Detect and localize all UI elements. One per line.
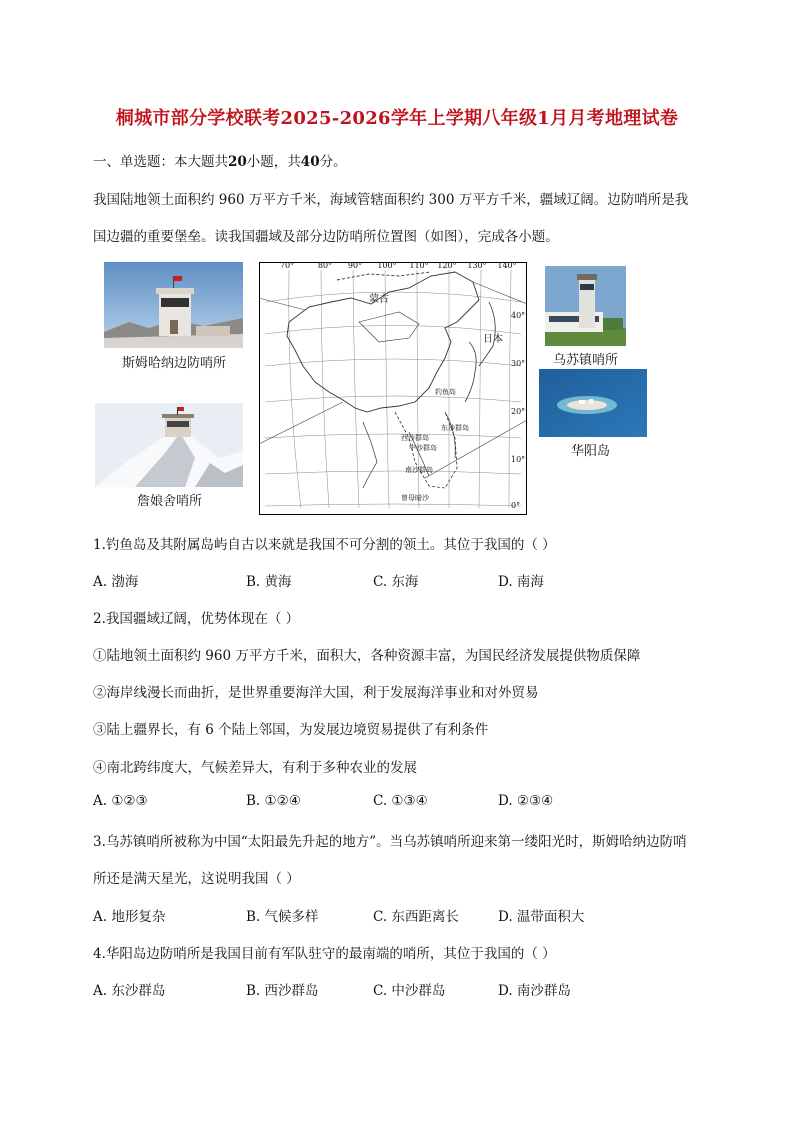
option-c[interactable]: C. 东西距离长	[373, 909, 459, 925]
question-4-options	[93, 979, 713, 999]
question-1-options	[93, 570, 713, 590]
question-4-stem: 4.华阳岛边防哨所是我国目前有军队驻守的最南端的哨所，其位于我国的（ ）	[93, 946, 556, 962]
option-c[interactable]: C. 东海	[373, 574, 419, 590]
label-xisha: 西沙群岛	[401, 434, 429, 442]
label-zhongsha: 中沙群岛	[409, 444, 437, 452]
section-heading: 一、单选题：本大题共20小题，共40分。	[93, 154, 347, 170]
label-diaoyu: 钓鱼岛	[435, 388, 456, 396]
lon-70: 70°	[279, 262, 295, 270]
option-a[interactable]: A. 地形复杂	[93, 909, 166, 925]
option-b[interactable]: B. 气候多样	[246, 909, 319, 925]
lon-120: 120°	[437, 262, 457, 270]
lat-30: 30°	[511, 359, 526, 368]
lat-10: 10°	[511, 455, 526, 464]
photo-wusu-post	[545, 266, 626, 346]
option-d[interactable]: D. ②③④	[498, 793, 554, 809]
lon-140: 140°	[497, 262, 517, 270]
caption-zhanniangshe-post: 詹娘舍哨所	[137, 494, 203, 509]
question-3-stem-line-2: 所还是满天星光，这说明我国（ ）	[93, 871, 300, 887]
option-d[interactable]: D. 南沙群岛	[498, 983, 571, 999]
page-title: 桐城市部分学校联考2025-2026学年上学期八年级1月月考地理试卷	[115, 108, 679, 129]
question-2-statement-4: ④南北跨纬度大，气候差异大，有利于多种农业的发展	[93, 760, 417, 776]
option-b[interactable]: B. 西沙群岛	[246, 983, 319, 999]
territory-map	[259, 262, 527, 515]
option-c[interactable]: C. ①③④	[373, 793, 428, 809]
option-a[interactable]: A. ①②③	[93, 793, 148, 809]
lon-110: 110°	[409, 262, 429, 270]
label-nansha: 南沙群岛	[405, 466, 433, 474]
option-a[interactable]: A. 渤海	[93, 574, 139, 590]
option-c[interactable]: C. 中沙群岛	[373, 983, 446, 999]
label-mongolia: 蒙古	[369, 294, 389, 305]
label-zengmu: 曾母暗沙	[401, 494, 429, 502]
label-japan: 日本	[483, 334, 503, 345]
caption-wusu-post: 乌苏镇哨所	[553, 353, 619, 368]
question-3-stem-line-1: 3.乌苏镇哨所被称为中国“太阳最先升起的地方”。当乌苏镇哨所迎来第一缕阳光时，斯姆哈纳边防哨	[93, 834, 687, 850]
intro-line-2: 国边疆的重要堡垒。读我国疆域及部分边防哨所位置图（如图），完成各小题。	[93, 229, 559, 245]
lon-80: 80°	[317, 262, 333, 270]
question-3-options	[93, 905, 713, 925]
photo-huayang-island	[539, 369, 647, 437]
option-b[interactable]: B. ①②④	[246, 793, 301, 809]
lat-0: 0°	[511, 501, 521, 510]
lon-130: 130°	[467, 262, 487, 270]
lon-100: 100°	[377, 262, 397, 270]
intro-line-1: 我国陆地领土面积约 960 万平方千米，海域管辖面积约 300 万平方千米，疆域辽阔。边防哨所是我	[93, 192, 689, 208]
option-d[interactable]: D. 温带面积大	[498, 909, 585, 925]
question-2-statement-3: ③陆上疆界长，有 6 个陆上邻国，为发展边境贸易提供了有利条件	[93, 722, 489, 738]
question-2-options	[93, 793, 713, 813]
label-dongsha: 东沙群岛	[441, 424, 469, 432]
question-2-statement-2: ②海岸线漫长而曲折，是世界重要海洋大国，利于发展海洋事业和对外贸易	[93, 685, 539, 701]
caption-huayang-island: 华阳岛	[571, 444, 611, 459]
question-2-stem: 2.我国疆域辽阔，优势体现在（ ）	[93, 611, 300, 627]
lat-20: 20°	[511, 407, 526, 416]
photo-simuhana-post	[104, 262, 243, 348]
option-d[interactable]: D. 南海	[498, 574, 544, 590]
photo-zhanniangshe-post	[95, 403, 243, 487]
option-a[interactable]: A. 东沙群岛	[93, 983, 166, 999]
lon-90: 90°	[347, 262, 363, 270]
option-b[interactable]: B. 黄海	[246, 574, 292, 590]
lat-40: 40°	[511, 311, 526, 320]
question-1-stem: 1.钓鱼岛及其附属岛屿自古以来就是我国不可分割的领土。其位于我国的（ ）	[93, 537, 556, 553]
caption-simuhana-post: 斯姆哈纳边防哨所	[122, 356, 227, 371]
question-2-statement-1: ①陆地领土面积约 960 万平方千米，面积大，各种资源丰富，为国民经济发展提供物质保障	[93, 648, 641, 664]
